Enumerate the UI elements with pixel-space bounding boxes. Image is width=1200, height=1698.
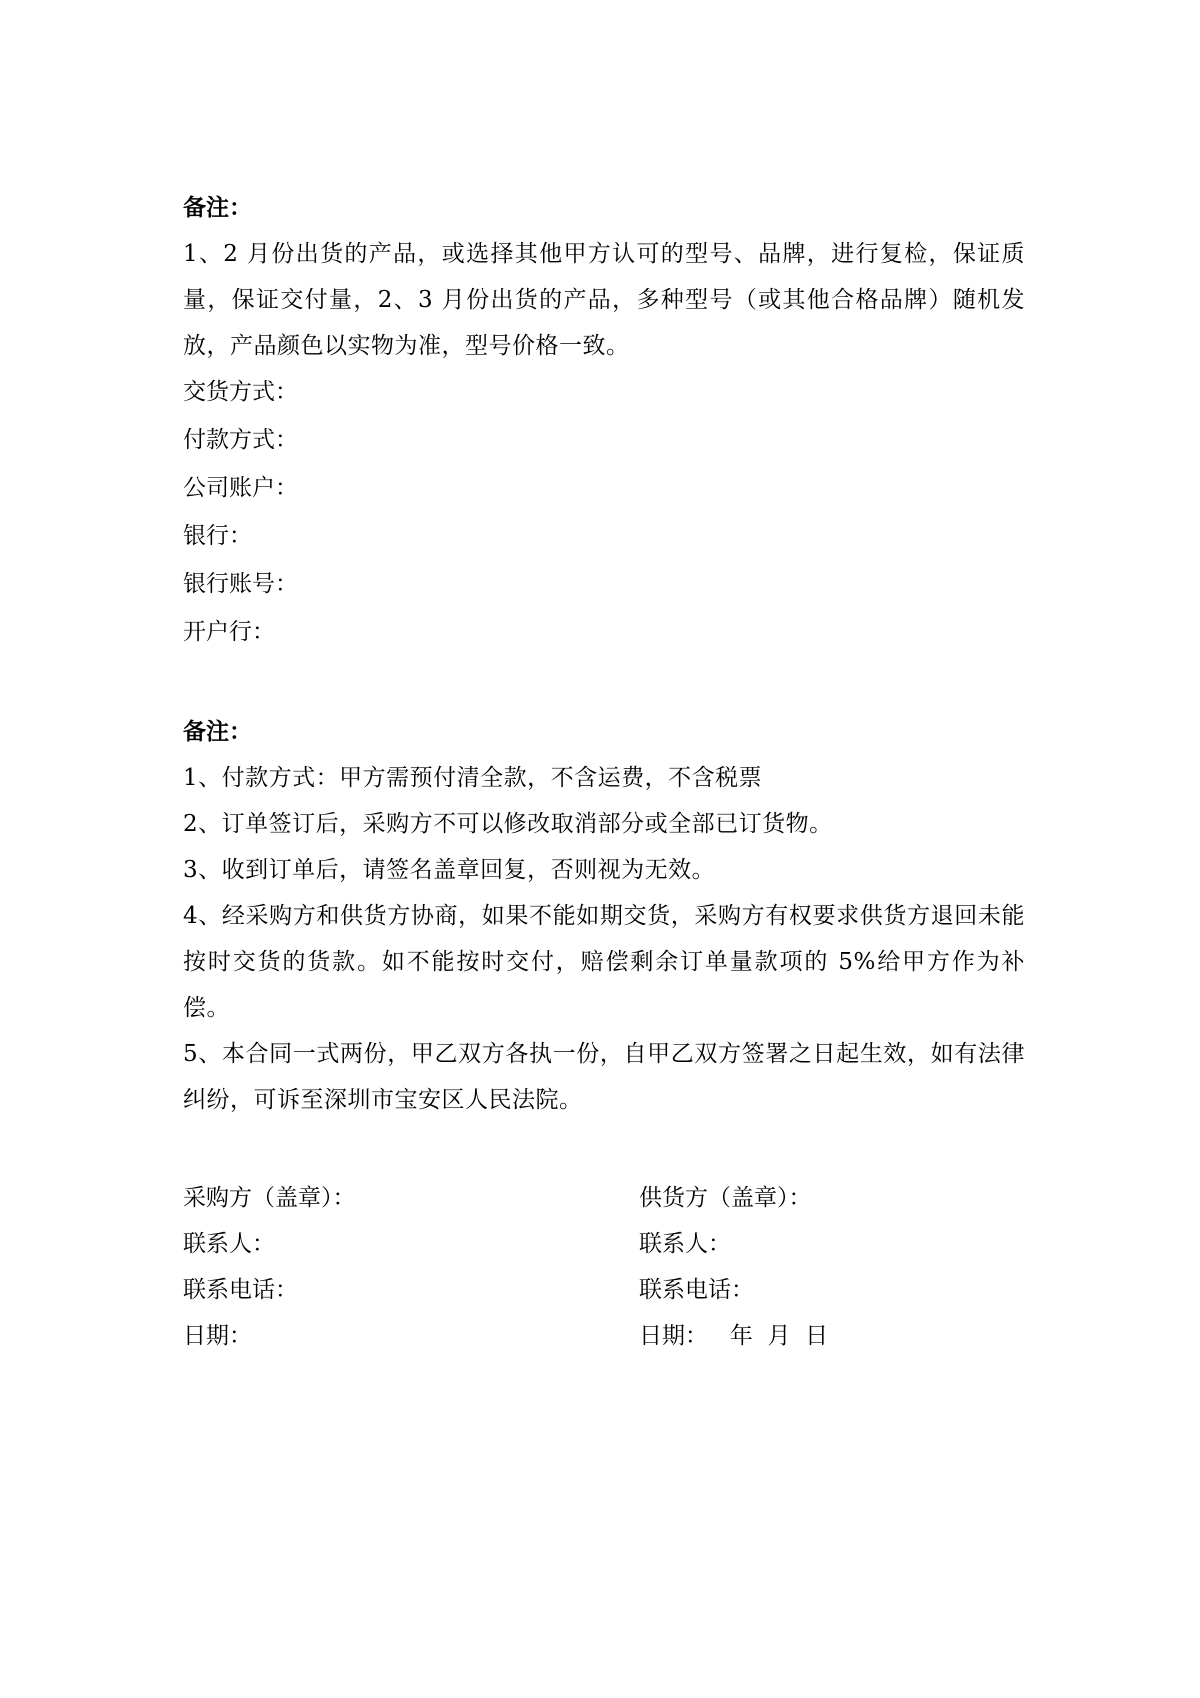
supplier-phone-label: 联系电话： bbox=[639, 1277, 754, 1303]
remarks-heading: 备注： bbox=[183, 194, 252, 221]
bank-field: 银行： bbox=[183, 523, 252, 549]
opening-bank-field: 开户行： bbox=[183, 619, 275, 645]
supplier-signature-column bbox=[639, 1175, 828, 1359]
remark-item: 4、经采购方和供货方协商，如果不能如期交货，采购方有权要求供货方退回未能按时交货的货款。如不能按时交付，赔偿剩余订单量款项的 5%给甲方作为补偿。 bbox=[183, 903, 1025, 1021]
remarks-heading: 备注： bbox=[183, 718, 252, 745]
buyer-signature-column bbox=[183, 1175, 356, 1359]
remarks-paragraph: 1、2 月份出货的产品，或选择其他甲方认可的型号、品牌，进行复检，保证质量，保证交付量，2、3 月份出货的产品，多种型号（或其他合格品牌）随机发放，产品颜色以实物为准，型号价格一致。 bbox=[183, 241, 1025, 359]
payment-method-field: 付款方式： bbox=[183, 427, 298, 453]
bank-account-number-field: 银行账号： bbox=[183, 571, 298, 597]
supplier-date-label: 日期： 年 月 日 bbox=[639, 1323, 829, 1349]
section-spacer bbox=[183, 657, 1025, 709]
supplier-stamp-label: 供货方（盖章）： bbox=[639, 1185, 812, 1211]
section-spacer bbox=[183, 1123, 1025, 1175]
remark-item: 3、收到订单后，请签名盖章回复，否则视为无效。 bbox=[183, 857, 716, 883]
document-page bbox=[183, 185, 1025, 1375]
buyer-stamp-label: 采购方（盖章）： bbox=[183, 1185, 356, 1211]
remarks-section-2 bbox=[183, 709, 1025, 1123]
remark-item: 1、付款方式：甲方需预付清全款，不含运费，不含税票 bbox=[183, 765, 763, 791]
delivery-method-field: 交货方式： bbox=[183, 379, 298, 405]
buyer-phone-label: 联系电话： bbox=[183, 1277, 298, 1303]
remark-item: 2、订单签订后，采购方不可以修改取消部分或全部已订货物。 bbox=[183, 811, 833, 837]
remark-item: 5、本合同一式两份，甲乙双方各执一份，自甲乙双方签署之日起生效，如有法律纠纷，可诉至深圳市宝安区人民法院。 bbox=[183, 1041, 1025, 1113]
company-account-field: 公司账户： bbox=[183, 475, 298, 501]
buyer-date-label: 日期： bbox=[183, 1323, 252, 1349]
remarks-section-1 bbox=[183, 185, 1025, 657]
buyer-contact-label: 联系人： bbox=[183, 1231, 275, 1257]
signature-block bbox=[183, 1175, 1025, 1375]
supplier-contact-label: 联系人： bbox=[639, 1231, 731, 1257]
